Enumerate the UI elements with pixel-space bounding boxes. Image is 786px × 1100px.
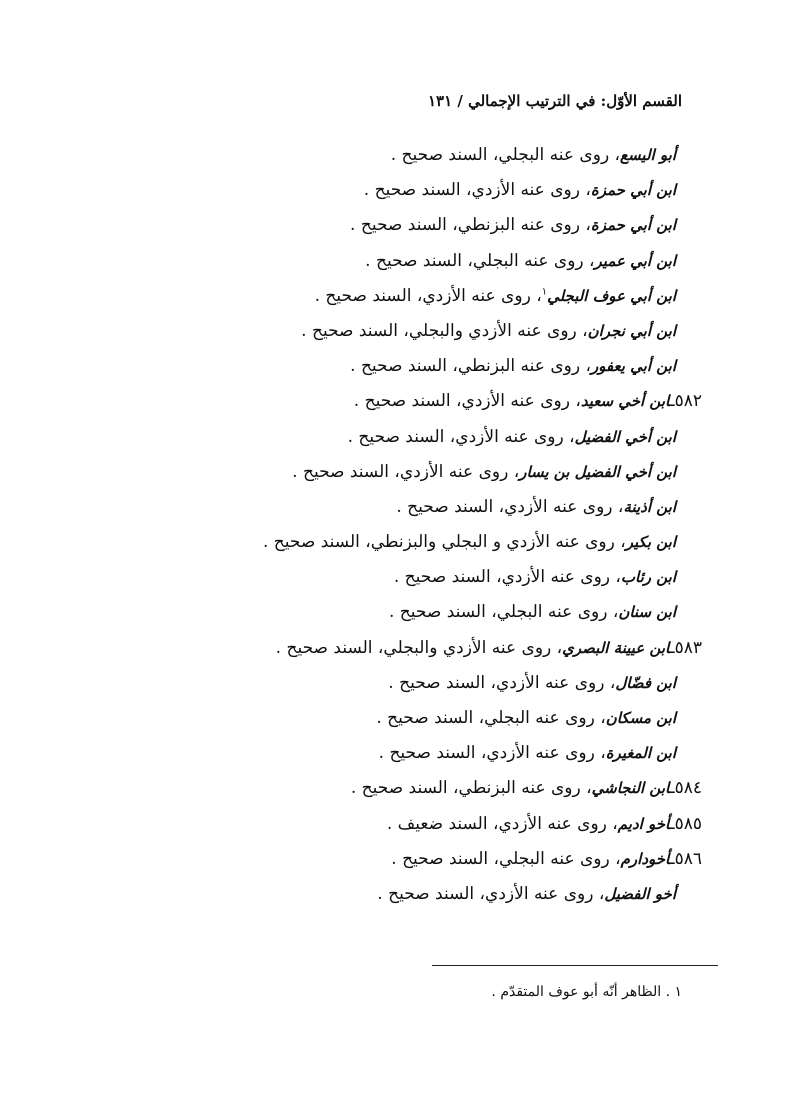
list-item <box>0 420 786 455</box>
narrator-name: ابن أخي سعيد <box>580 392 670 411</box>
entry-text: ، روى عنه الأزدي والبجلي، السند صحيح . <box>275 637 563 658</box>
list-item <box>0 807 786 842</box>
list-item <box>0 771 786 806</box>
entry-text: ، روى عنه الأزدي، السند صحيح . <box>363 180 591 201</box>
entry-text: ، روى عنه البجلي، السند صحيح . <box>365 250 595 271</box>
list-item <box>0 314 786 349</box>
narrator-name: أخودارم <box>620 849 670 868</box>
narrator-name: ابن أبي عوف البجلي <box>547 286 676 305</box>
list-item <box>0 455 786 490</box>
narrator-name: ابن أذينة <box>623 497 676 516</box>
list-item <box>0 244 786 279</box>
narrator-name: ابن أبي يعفور <box>590 357 676 376</box>
list-item <box>0 173 786 208</box>
entry-text: ، روى عنه البزنطي، السند صحيح . <box>350 215 591 236</box>
list-item <box>0 525 786 560</box>
narrator-name: ابن مسكان <box>605 709 676 727</box>
narrator-name: ابن رئاب <box>620 568 676 587</box>
narrator-name: ابن أبي حمزة <box>590 181 676 200</box>
narrator-name: ابن أخي الفضيل بن يسار <box>519 462 676 481</box>
entry-text: ، روى عنه البزنطي، السند صحيح . <box>350 356 591 377</box>
list-item <box>0 349 786 384</box>
list-item <box>0 631 786 666</box>
list-item <box>0 701 786 736</box>
entry-text: ، روى عنه الأزدي، السند صحيح . <box>393 567 621 588</box>
list-item <box>0 877 786 912</box>
entry-text: ، روى عنه البجلي، السند صحيح . <box>376 708 606 728</box>
entry-text: ، روى عنه البجلي، السند صحيح . <box>388 602 619 623</box>
list-item <box>0 560 786 595</box>
entry-number-dash: ـ <box>669 813 675 834</box>
entry-text: ، روى عنه الأزدي، السند ضعيف . <box>386 813 618 834</box>
entry-text: ، روى عنه الأزدي، السند صحيح . <box>314 285 542 306</box>
list-item <box>0 384 786 419</box>
entry-number-dash: ـ <box>669 637 675 658</box>
narrator-name: ابن عيينة البصري <box>562 638 670 657</box>
list-item <box>0 490 786 525</box>
list-item <box>0 279 786 314</box>
footnote: ١ . الظاهر أنّه أبو عوف المتقدّم . <box>491 984 682 1000</box>
entry-text: ، روى عنه الأزدي، السند صحيح . <box>396 496 624 517</box>
list-item <box>0 666 786 701</box>
entry-text: ، روى عنه الأزدي، السند صحيح . <box>347 426 575 447</box>
narrator-name: ابن فضّال <box>615 673 676 692</box>
entry-number: ٥٨٣ <box>674 637 702 658</box>
narrator-name: ابن أبي نجران <box>587 321 676 340</box>
narrator-name: ابن أبي عمير <box>594 251 676 270</box>
footnote-reference: ١ <box>541 286 548 298</box>
entry-number: ٥٨٥ <box>674 813 702 834</box>
list-item <box>0 138 786 173</box>
footnote-divider <box>432 965 718 966</box>
entry-text: ، روى عنه الأزدي، السند صحيح . <box>292 461 520 482</box>
entry-text: ، روى عنه الأزدي و البجلي والبزنطي، السند صحيح . <box>263 532 626 553</box>
narrator-name: ابن أبي حمزة <box>590 216 676 235</box>
narrator-name: ابن بكير <box>625 533 676 552</box>
narrator-name: أخو الفضيل <box>604 884 676 903</box>
narrator-name: أبو اليسع <box>620 146 676 164</box>
narrator-name: ابن أخي الفضيل <box>574 427 676 446</box>
entry-number: ٥٨٦ <box>674 848 702 869</box>
page-header: القسم الأوّل: في الترتيب الإجمالي / ١٣١ <box>427 92 682 110</box>
entry-text: ، روى عنه البجلي، السند صحيح . <box>390 145 621 165</box>
entry-list <box>0 138 786 912</box>
entry-number-dash: ـ <box>669 391 675 412</box>
entry-number: ٥٨٤ <box>674 778 702 799</box>
list-item <box>0 842 786 877</box>
narrator-name: ابن سنان <box>618 603 676 622</box>
list-item <box>0 208 786 243</box>
entry-text: ، روى عنه الأزدي، السند صحيح . <box>353 391 581 412</box>
entry-text: ، روى عنه الأزدي، السند صحيح . <box>388 672 616 693</box>
entry-number-dash: ـ <box>669 848 675 869</box>
entry-text: ، روى عنه البزنطي، السند صحيح . <box>350 778 592 799</box>
narrator-name: أخو اديم <box>617 814 670 833</box>
entry-text: ، روى عنه الأزدي والبجلي، السند صحيح . <box>301 320 588 341</box>
entry-text: ، روى عنه البجلي، السند صحيح . <box>391 848 621 869</box>
entry-text: ، روى عنه الأزدي، السند صحيح . <box>377 883 605 904</box>
entry-number-dash: ـ <box>669 778 675 799</box>
narrator-name: ابن المغيرة <box>605 744 676 763</box>
list-item <box>0 736 786 771</box>
narrator-name: ابن النجاشي <box>591 779 670 798</box>
list-item <box>0 595 786 630</box>
entry-number: ٥٨٢ <box>674 391 702 412</box>
entry-text: ، روى عنه الأزدي، السند صحيح . <box>378 743 606 764</box>
